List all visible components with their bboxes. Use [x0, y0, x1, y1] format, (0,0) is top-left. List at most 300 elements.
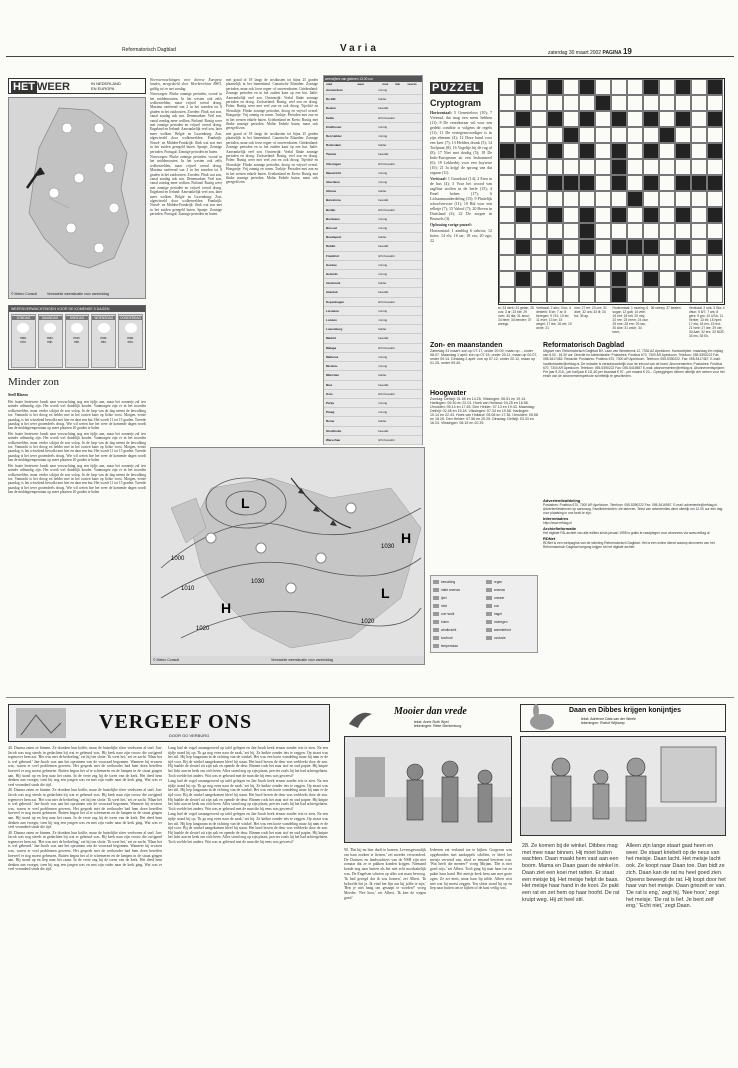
city-weather: bewolkt [378, 152, 389, 157]
crossword-cell[interactable] [563, 95, 579, 111]
crossword-black-cell [675, 111, 691, 127]
crossword-black-cell [675, 239, 691, 255]
crossword-cell[interactable] [627, 255, 643, 271]
table-row [324, 261, 422, 270]
comic2-text-right: Alleen zijn lange staart gaat heen en weer. De staart kriebelt op de neus van het meisje. Daan lacht. Het meisje lacht ook. Ze koopt naar Daan toe. Dan bidt ze zich. Daan kan de rat nu heel goed zien. Opeens beweegt de rat. Hij loopt door het haar van het meisje. Daan griezelt er van. 'De rat is eng,' zegt hij. 'Nee hoor,' zegt het meisje. 'De rat is lief. Je bent zelf eng.' 'Echt niet,' zegt Daan. [626, 843, 726, 910]
solution-column: mm; 27 ter; 23 ore; 31 dive; 32 ura; 33 ill; 34 ba; 35 ap. [574, 306, 607, 318]
crossword-cell[interactable] [499, 127, 515, 143]
legend-item [433, 578, 482, 586]
crossword-cell[interactable] [547, 159, 563, 175]
crossword-black-cell [707, 143, 723, 159]
legend-symbol-icon [433, 596, 439, 600]
city-name: De Bilt [326, 97, 336, 102]
crossword-black-cell [611, 143, 627, 159]
city-name: Istanbul [326, 290, 338, 295]
crossword-cell[interactable] [595, 175, 611, 191]
crossword-cell[interactable] [579, 159, 595, 175]
weather-icon [256, 543, 266, 553]
crossword-cell[interactable] [611, 255, 627, 271]
crossword-cell[interactable] [579, 95, 595, 111]
weather-icon [206, 533, 216, 543]
crossword-cell[interactable] [643, 223, 659, 239]
table-row [324, 279, 422, 288]
crossword-cell[interactable] [627, 287, 643, 303]
day-min: min. [127, 340, 134, 344]
crossword-cell[interactable] [691, 271, 707, 287]
crossword-cell[interactable] [643, 95, 659, 111]
city-name: Athene [326, 189, 337, 194]
crossword-cell[interactable] [691, 239, 707, 255]
legend-symbol-icon [433, 636, 439, 640]
crossword-cell[interactable] [515, 287, 531, 303]
crossword-cell[interactable] [547, 287, 563, 303]
crossword-cell[interactable] [659, 287, 675, 303]
crossword-black-cell [643, 207, 659, 223]
city-name: Amsterdam [326, 88, 343, 92]
crossword-cell[interactable] [627, 207, 643, 223]
crossword-cell[interactable] [499, 207, 515, 223]
crossword-black-cell [547, 79, 563, 95]
city-weather: helder [378, 373, 387, 378]
crossword-cell[interactable] [499, 255, 515, 271]
city-weather: bewolkt [378, 106, 389, 111]
city-weather: zonnig [378, 364, 388, 369]
crossword-cell[interactable] [595, 143, 611, 159]
city-name: Warschau [326, 437, 341, 442]
city-name: Stockholm [326, 428, 342, 433]
crossword-cell[interactable] [515, 127, 531, 143]
table-row [324, 362, 422, 371]
isobar-label: 1030 [381, 544, 395, 550]
table-row [324, 325, 422, 334]
crossword-black-cell [627, 239, 643, 255]
crossword-cell[interactable] [515, 255, 531, 271]
city-weather: bewolkt [378, 198, 389, 203]
crossword-black-cell [515, 111, 531, 127]
crossword-cell[interactable] [659, 223, 675, 239]
crossword-cell[interactable] [499, 159, 515, 175]
isobar-label: 1030 [251, 579, 265, 585]
crossword-cell[interactable] [499, 79, 515, 95]
crossword-black-cell [515, 175, 531, 191]
table-row [324, 86, 422, 95]
legend-item [486, 578, 535, 586]
crossword-cell[interactable] [563, 159, 579, 175]
city-weather: zonnig [378, 318, 388, 323]
table-row [324, 242, 422, 251]
city-name: Berlijn [326, 207, 336, 212]
crossword-cell[interactable] [691, 79, 707, 95]
puzzle-solution [498, 306, 725, 338]
city-name: Genève [326, 262, 337, 267]
table-row [324, 252, 422, 261]
crossword-cell[interactable] [627, 271, 643, 287]
legend-label: bewolking [441, 580, 456, 584]
crossword-cell[interactable] [707, 191, 723, 207]
city-name: Innsbruck [326, 281, 341, 286]
solution-column: Verticaal: 2 abo; 3 bo; 4 desterk; 5 ke; 7 ar; 8 beregen; 9 i 51; 10 ter; 11 ever; 13 ke; 15 wegel; 17 ise; 18 vet; 19 anne; 21 [536, 306, 572, 330]
table-row [324, 353, 422, 362]
city-name: Helsinki [326, 272, 338, 277]
city-weather-table: weercijfers van gisteren 13.00 uur stad weer max min neersl. Amsterdam zonnig De Bilt helder Deelen bewolkt Eelde licht bewolkt Eindhoven zonnig Den Helder zonnig Rotterdam helder Twente bewolkt Vlissingen licht bewolkt Maastricht zonnig Aberdeen zonnig Athene helder Barcelona bewolkt Berlijn licht bewolkt Bordeaux zonnig Brussel zonnig Boedapest helder Dublin bewolkt Frankfort licht bewolkt Genève zonnig Helsinki zonnig Innsbruck helder Istanbul bewolkt Kopenhagen licht bewolkt Lissabon zonnig Londen zonnig Luxemburg helder Madrid bewolkt Malaga licht bewolkt Mallorca zonnig Moskou zonnig München helder Nice bewolkt Oslo licht bewolkt Parijs zonnig Praag zonnig Rome helder Stockholm bewolkt Warschau licht bewolkt [323, 75, 423, 445]
illustration-icon [11, 705, 71, 741]
city-weather: bewolkt [378, 290, 389, 295]
weather-icon [286, 583, 296, 593]
crossword-cell[interactable] [499, 175, 515, 191]
city-weather: zonnig [378, 180, 388, 185]
legend-symbol-icon [486, 612, 492, 616]
city-name: Vlissingen [326, 161, 342, 166]
city-weather: helder [378, 419, 387, 424]
legend-symbol-icon [433, 628, 439, 632]
crossword-black-cell [691, 175, 707, 191]
isobar-label: 1010 [181, 586, 195, 592]
city-weather: zonnig [378, 400, 388, 405]
crossword-cell[interactable] [659, 111, 675, 127]
legend-item [433, 626, 482, 634]
crossword-cell[interactable] [563, 239, 579, 255]
legend-label: regen [494, 580, 503, 584]
crossword-black-cell [707, 79, 723, 95]
crossword-cell[interactable] [691, 223, 707, 239]
crossword-cell[interactable] [563, 223, 579, 239]
crossword-cell[interactable] [707, 287, 723, 303]
isobar-label: 1020 [361, 619, 375, 625]
table-row [324, 196, 422, 205]
column-header: neersl. [407, 82, 418, 86]
weather-headline: Minder zon [8, 376, 60, 388]
table-row [324, 178, 422, 187]
crossword-cell[interactable] [515, 159, 531, 175]
crossword-cell[interactable] [691, 191, 707, 207]
header-newspaper-name: Reformatorisch Dagblad [122, 47, 176, 53]
table-row [324, 288, 422, 297]
crossword-cell[interactable] [563, 191, 579, 207]
crossword-cell[interactable] [691, 143, 707, 159]
city-name: Nice [326, 382, 333, 387]
day-max: max. [46, 336, 54, 340]
crossword-cell[interactable] [595, 159, 611, 175]
crossword-cell[interactable] [531, 223, 547, 239]
crossword-cell[interactable] [531, 159, 547, 175]
legend-symbol-icon [486, 604, 492, 608]
city-name: Twente [326, 152, 337, 157]
serial-col2: Lang had de vogel onaangeroerd op tafel gelegen en Jan-Jacob keek ernaar zonder iets te zien. Na een tijdje stond hij op. 'Ik ga nog even naar de zaak,' zei hij. Ze knikte zonder iets te zeggen. Op straat was het stil. Hij liep langzaam in de richting van de winkel. Het was een korte wandeling maar hij nam er de tijd voor. Bij de winkel aangekomen bleef hij staan. Het bord boven de deur was verbleekt door de zon. Hij haalde de sleutel uit zijn zak en opende de deur. Binnen rook het naar stof en oud papier. Hij knipte het licht aan en keek om zich heen. Alles stond nog op zijn plaats, precies zoals hij het had achtergelaten. Toch voelde het anders. Wat was er gebeurd met de man die hij eens was geweest? Lang had de vogel onaangeroerd op tafel gelegen en Jan-Jacob keek ernaar zonder iets te zien. Na een tijdje stond hij op. 'Ik ga nog even naar de zaak,' zei hij. Ze knikte zonder iets te zeggen. Op straat was het stil. Hij liep langzaam in de richting van de winkel. Het was een korte wandeling maar hij nam er de tijd voor. Bij de winkel aangekomen bleef hij staan. Het bord boven de deur was verbleekt door de zon. Hij haalde de sleutel uit zijn zak en opende de deur. Binnen rook het naar stof en oud papier. Hij knipte het licht aan en keek om zich heen. Alles stond nog op zijn plaats, precies zoals hij het had achtergelaten. Toch voelde het anders. Wat was er gebeurd met de man die hij eens was geweest? Lang had de vogel onaangeroerd op tafel gelegen en Jan-Jacob keek ernaar zonder iets te zien. Na een tijdje stond hij op. 'Ik ga nog even naar de zaak,' zei hij. Ze knikte zonder iets te zeggen. Op straat was het stil. Hij liep langzaam in de richting van de winkel. Het was een korte wandeling maar hij nam er de tijd voor. Bij de winkel aangekomen bleef hij staan. Het bord boven de deur was verbleekt door de zon. Hij haalde de sleutel uit zijn zak en opende de deur. Binnen rook het naar stof en oud papier. Hij knipte het licht aan en keek om zich heen. Alles stond nog op zijn plaats, precies zoals hij het had achtergelaten. Toch voelde het anders. Wat was er gebeurd met de man die hij eens was geweest? [168, 746, 328, 844]
crossword-cell[interactable] [595, 271, 611, 287]
crossword-cell[interactable] [691, 255, 707, 271]
weather-icon [17, 323, 29, 333]
crossword-cell[interactable] [547, 127, 563, 143]
day-min: min. [47, 340, 54, 344]
crossword-cell[interactable] [595, 127, 611, 143]
crossword-cell[interactable] [579, 255, 595, 271]
table-row [324, 307, 422, 316]
isobar-label: 1000 [171, 556, 185, 562]
crossword-cell[interactable] [659, 159, 675, 175]
crossword-black-cell [579, 271, 595, 287]
city-name: Mallorca [326, 354, 339, 359]
crossword-cell[interactable] [563, 79, 579, 95]
solution-column: 36 streep; 37 bealen. [650, 306, 682, 310]
crossword-cell[interactable] [515, 191, 531, 207]
solution-column: Verticaal: 2 ook; 3 Sta; 4 dhun; 5 8/7; 7 ars; 8 gers; 9 gro; 10 USA; 11 Venter; 13 ell; 15 ripet; 17 ela; 18 ers; 19 led; 21 hele; 27 lee; 29 ote; 30 Aart; 32 ers; 33 NDÉ; 34 ms; 35 Ek. [688, 306, 725, 338]
crossword-cell[interactable] [675, 95, 691, 111]
crossword-cell[interactable] [643, 191, 659, 207]
crossword-cell[interactable] [531, 143, 547, 159]
crossword-cell[interactable] [707, 95, 723, 111]
puzzle-logo: PUZZEL [432, 82, 481, 94]
crossword-cell[interactable] [531, 79, 547, 95]
crossword-cell[interactable] [563, 271, 579, 287]
table-row [324, 334, 422, 343]
crossword-black-cell [675, 207, 691, 223]
crossword-cell[interactable] [659, 191, 675, 207]
legend-label: ijzel [441, 596, 447, 600]
city-weather: helder [378, 235, 387, 240]
city-name: Parijs [326, 400, 335, 405]
city-name: Dublin [326, 244, 336, 249]
crossword-cell[interactable] [531, 191, 547, 207]
crossword-cell[interactable] [611, 95, 627, 111]
crossword-cell[interactable] [659, 95, 675, 111]
crossword-cell[interactable] [547, 95, 563, 111]
crossword-black-cell [675, 143, 691, 159]
crossword-cell[interactable] [691, 127, 707, 143]
crossword-black-cell [515, 143, 531, 159]
table-row [324, 408, 422, 417]
table-row [324, 187, 422, 196]
legend-symbol-icon [486, 628, 492, 632]
crossword-grid[interactable] [498, 78, 725, 305]
crossword-cell[interactable] [531, 207, 547, 223]
crossword-cell[interactable] [579, 287, 595, 303]
crossword-cell[interactable] [627, 127, 643, 143]
crossword-cell[interactable] [595, 223, 611, 239]
table-row [324, 417, 422, 426]
crossword-cell[interactable] [595, 79, 611, 95]
crossword-cell[interactable] [611, 79, 627, 95]
crossword-cell[interactable] [595, 239, 611, 255]
crossword-cell[interactable] [499, 271, 515, 287]
header-rule [6, 56, 734, 57]
crossword-cell[interactable] [643, 255, 659, 271]
city-name: Malaga [326, 345, 337, 350]
city-name: Praag [326, 410, 335, 415]
legend-label: natte sneeuw [441, 588, 460, 592]
crossword-black-cell [579, 175, 595, 191]
crossword-black-cell [563, 175, 579, 191]
weather-logo: HET WEER IN NEDERLAND EN EUROPA [8, 78, 146, 94]
crossword-cell[interactable] [707, 159, 723, 175]
comic1-header: Mooier dan vrede tekst: Anne-Ruth Wyel tekeningen: Riete Sterkenburg [344, 704, 512, 734]
crossword-cell[interactable] [579, 191, 595, 207]
crossword-black-cell [643, 143, 659, 159]
city-weather: licht bewolkt [378, 115, 395, 120]
crossword-cell[interactable] [499, 223, 515, 239]
city-name: Madrid [326, 336, 336, 341]
puzzle-clues: Horizontaal: 5 Genesteloos (10); 7 Vreemd, dat mag een mens hebben (11); 8 De verzekeraar wil voor een gedekt conditie is volgens de regels (11); 11 De vertegenwoordiger is in zijn element (4); 12 Deze hand voor een keer (7); 13 Helders dronk (5); 14 Torlpmat (8); 16 Vogeltje bij de rug af (8); 17 Niet met dordig (5); 18 De Indo-Europeaan zit een lesbomnoel (6); 19 Lekkerbij voor een boywise (10); 21 Ja krijg! de sprong van dat orgaan (11). Verticaal: 1 Grondstof (14); 2 Eten in de bus (4); 3 Voor het woord van ragfline stoffen in de berle (15); 4 Emel hohen (17); 6 Lichaamsonderdeling (15); 9 Plattelijk schoolvervoer (11); 10 Bik voor een relletje (7); 15 Valeof (7); 20 Boven in Duitsland (4); 22 De zorgen in Brussels (3). Oplossing vorige puzzel: Horizontaal: 1 aanblog 6 cabrios; 12 boter; 14 els; 16 tar; 18 via; 20 ego; 22 [430, 110, 493, 243]
city-weather: zonnig [378, 170, 388, 175]
crossword-cell[interactable] [675, 191, 691, 207]
crossword-cell[interactable] [675, 223, 691, 239]
crossword-cell[interactable] [547, 223, 563, 239]
city-name: Barcelona [326, 198, 341, 203]
day-name: DINSDAG [66, 316, 89, 320]
crossword-cell[interactable] [627, 79, 643, 95]
crossword-cell[interactable] [659, 255, 675, 271]
dove-icon [344, 704, 374, 732]
crossword-black-cell [515, 239, 531, 255]
legend-label: windkracht [441, 628, 457, 632]
crossword-cell[interactable] [627, 111, 643, 127]
city-weather: licht bewolkt [378, 253, 395, 258]
legend-item [433, 586, 482, 594]
crossword-cell[interactable] [515, 223, 531, 239]
legend-item [433, 602, 482, 610]
crossword-cell[interactable] [627, 143, 643, 159]
crossword-cell[interactable] [595, 255, 611, 271]
crossword-cell[interactable] [691, 111, 707, 127]
table-row [324, 215, 422, 224]
crossword-cell[interactable] [515, 95, 531, 111]
crossword-cell[interactable] [499, 287, 515, 303]
crossword-black-cell [675, 271, 691, 287]
crossword-cell[interactable] [547, 255, 563, 271]
crossword-cell[interactable] [595, 207, 611, 223]
crossword-cell[interactable] [531, 287, 547, 303]
crossword-black-cell [707, 111, 723, 127]
crossword-black-cell [579, 111, 595, 127]
crossword-cell[interactable] [531, 239, 547, 255]
crossword-cell[interactable] [659, 239, 675, 255]
crossword-cell[interactable] [563, 111, 579, 127]
city-name: Oslo [326, 391, 333, 396]
crossword-cell[interactable] [531, 255, 547, 271]
crossword-black-cell [579, 207, 595, 223]
legend-label: warmtefront [494, 628, 511, 632]
crossword-cell[interactable] [707, 127, 723, 143]
crossword-cell[interactable] [659, 271, 675, 287]
city-weather: zonnig [378, 272, 388, 277]
crossword-black-cell [547, 143, 563, 159]
crossword-cell[interactable] [611, 223, 627, 239]
crossword-cell[interactable] [531, 111, 547, 127]
crossword-cell[interactable] [675, 159, 691, 175]
crossword-cell[interactable] [707, 223, 723, 239]
crossword-cell[interactable] [627, 159, 643, 175]
crossword-cell[interactable] [643, 287, 659, 303]
city-name: Rome [326, 419, 335, 424]
crossword-cell[interactable] [691, 207, 707, 223]
city-name: Boedapest [326, 235, 342, 240]
crossword-cell[interactable] [691, 95, 707, 111]
column-header: stad [326, 82, 333, 86]
crossword-cell[interactable] [611, 127, 627, 143]
crossword-black-cell [579, 239, 595, 255]
crossword-cell[interactable] [595, 111, 611, 127]
legend-item [433, 594, 482, 602]
crossword-cell[interactable] [675, 287, 691, 303]
crossword-cell[interactable] [691, 159, 707, 175]
crossword-cell[interactable] [659, 175, 675, 191]
crossword-black-cell [643, 111, 659, 127]
crossword-cell[interactable] [531, 271, 547, 287]
crossword-cell[interactable] [499, 239, 515, 255]
city-name: Brussel [326, 226, 338, 231]
table-row [324, 150, 422, 159]
legend-label: occlusie [494, 636, 506, 640]
legend-symbol-icon [433, 620, 439, 624]
city-weather: bewolkt [378, 382, 389, 387]
crossword-cell[interactable] [675, 127, 691, 143]
crossword-black-cell [547, 239, 563, 255]
crossword-cell[interactable] [563, 255, 579, 271]
crossword-cell[interactable] [563, 287, 579, 303]
forecast-day [91, 314, 116, 368]
crossword-cell[interactable] [675, 255, 691, 271]
crossword-cell[interactable] [627, 95, 643, 111]
city-name: Aberdeen [326, 180, 340, 185]
city-name: Den Helder [326, 134, 342, 139]
crossword-cell[interactable] [659, 79, 675, 95]
column-header: max [382, 82, 389, 86]
crossword-black-cell [579, 79, 595, 95]
crossword-black-cell [675, 79, 691, 95]
crossword-cell[interactable] [659, 143, 675, 159]
crossword-black-cell [595, 95, 611, 111]
crossword-cell[interactable] [579, 127, 595, 143]
pressure-center: H [221, 600, 232, 616]
crossword-cell[interactable] [595, 287, 611, 303]
header-date: zaterdag 30 maart 2002 PAGINA 19 [548, 47, 632, 56]
crossword-cell[interactable] [531, 127, 547, 143]
crossword-cell[interactable] [643, 159, 659, 175]
crossword-cell[interactable] [531, 175, 547, 191]
crossword-cell[interactable] [563, 207, 579, 223]
crossword-cell[interactable] [691, 287, 707, 303]
pressure-center: L [381, 585, 390, 601]
crossword-cell[interactable] [659, 207, 675, 223]
forecast-day [118, 314, 143, 368]
crossword-black-cell [515, 79, 531, 95]
crossword-cell[interactable] [499, 111, 515, 127]
crossword-cell[interactable] [563, 143, 579, 159]
city-name: Eelde [326, 115, 335, 120]
crossword-cell[interactable] [595, 191, 611, 207]
comic2-text-left: 28. Ze komen bij de winkel. Dibbes mag met mee naar binnen. Hij moet buiten wachten. Daan maakt hem vast aan een boom. Mama en Daan gaan de winkel in. Daan ziet een koei met ratten. Er staat een meisje bij. Het meisje helpt de baas. Het meisje haar hand in de kooi. Ze pakt een rat en zet hem op haar hoofd. De rat kruipt weg. Hij zit heel stil. [522, 843, 620, 903]
legend-label: zon+wolk [441, 612, 455, 616]
crossword-cell[interactable] [627, 175, 643, 191]
crossword-cell[interactable] [547, 191, 563, 207]
crossword-cell[interactable] [707, 255, 723, 271]
crossword-cell[interactable] [643, 127, 659, 143]
legend-symbol-icon [433, 644, 439, 648]
crossword-black-cell [707, 175, 723, 191]
crossword-cell[interactable] [531, 95, 547, 111]
crossword-cell[interactable] [499, 95, 515, 111]
table-row [324, 316, 422, 325]
crossword-cell[interactable] [627, 223, 643, 239]
city-weather: helder [378, 97, 387, 102]
day-min: min. [73, 340, 80, 344]
city-weather: helder [378, 143, 387, 148]
crossword-cell[interactable] [611, 191, 627, 207]
isobar-label: 1020 [196, 626, 210, 632]
weather-article: Het fraaie lenteweer houdt naar verwachting nog een tijdje aan, maar het zonnetje zal iets minder uitbundig zijn. Het wordt wel duidelijk kouder. Vanmorgen zijn er in het noorden wolkenvelden, maar verder schijnt de zon volop. In de loop van de dag neemt de bewolking toe. Vannacht is het droog en helder met in het oosten kans op lichte vorst. Morgen, eerste paasdag, is het wisselend bewolkt met hier en daar een bui. Het wordt 11 tot 15 graden. Tweede paasdag is het weer grotendeels droog. Wie wil weten hoe het weer de komende dagen wordt kan de middagtemperatuur op meer plaatsen 20 graden te halen. Het fraaie lenteweer houdt naar verwachting nog een tijdje aan, maar het zonnetje zal iets minder uitbundig zijn. Het wordt wel duidelijk kouder. Vanmorgen zijn er in het noorden wolkenvelden, maar verder schijnt de zon volop. In de loop van de dag neemt de bewolking toe. Vannacht is het droog en helder met in het oosten kans op lichte vorst. Morgen, eerste paasdag, is het wisselend bewolkt met hier en daar een bui. Het wordt 11 tot 15 graden. Tweede paasdag is het weer grotendeels droog. Wie wil weten hoe het weer de komende dagen wordt kan de middagtemperatuur op meer plaatsen 20 graden te halen. Het fraaie lenteweer houdt naar verwachting nog een tijdje aan, maar het zonnetje zal iets minder uitbundig zijn. Het wordt wel duidelijk kouder. Vanmorgen zijn er in het noorden wolkenvelden, maar verder schijnt de zon volop. In de loop van de dag neemt de bewolking toe. Vannacht is het droog en helder met in het oosten kans op lichte vorst. Morgen, eerste paasdag, is het wisselend bewolkt met hier en daar een bui. Het wordt 11 tot 15 graden. Tweede paasdag is het weer grotendeels droog. Wie wil weten hoe het weer de komende dagen wordt kan de middagtemperatuur op meer plaatsen 20 graden te halen. [8, 400, 146, 495]
crossword-cell[interactable] [499, 191, 515, 207]
day-max: max. [19, 336, 27, 340]
pressure-center: H [401, 530, 412, 546]
